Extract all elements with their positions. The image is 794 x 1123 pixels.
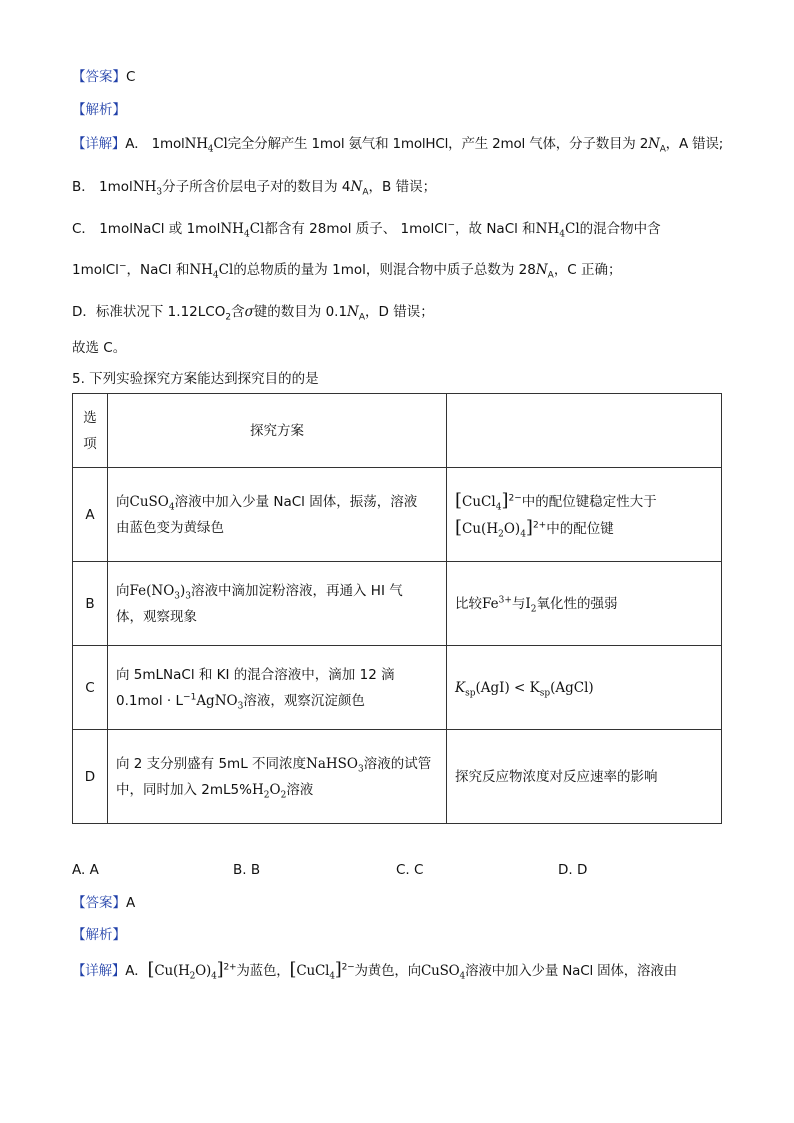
choice-d[interactable]: D. D bbox=[558, 862, 588, 878]
table-row bbox=[73, 468, 722, 562]
q5-answer-line bbox=[72, 893, 135, 913]
sigma-symbol: σ bbox=[244, 304, 254, 320]
row-goal: 比较$Fe^{3+}$与$I_2$氧化性的强弱 bbox=[447, 562, 722, 646]
row-goal: $K_{sp}(AgI)$ < $K_{sp}(AgCl)$ bbox=[447, 646, 722, 730]
table-row bbox=[73, 562, 722, 646]
analysis-tag: 【解析】 bbox=[72, 927, 126, 943]
q4-analysis-line bbox=[72, 100, 126, 120]
row-goal: 探究反应物浓度对反应速率的影响 bbox=[447, 730, 722, 824]
experiment-table bbox=[72, 393, 722, 824]
row-goal: [CuCl$_4$]$^{2-}$中的配位键稳定性大于 $[Cu(H_2O)_4]^{2+}$中的配位键 bbox=[447, 468, 722, 562]
detail-tag: 【详解】 bbox=[72, 136, 126, 152]
row-plan: 向 5mLNaCl 和 KI 的混合溶液中，滴加 12 滴 $0.1mol \cdot L^{-1}AgNO_3$溶液，观察沉淀颜色 bbox=[108, 646, 447, 730]
row-plan: 向$Fe(NO_3)_3$溶液中滴加淀粉溶液，再通入 HI 气 体，观察现象 bbox=[108, 562, 447, 646]
detail-tag: 【详解】 bbox=[72, 963, 126, 979]
table-header-row bbox=[73, 394, 722, 468]
q4-answer-line bbox=[72, 67, 135, 87]
q4-detail-c1: C． 1molNaCl 或 1molNH$_4$Cl都含有 28mol 质子、 1molCl−，故 NaCl 和$NH_4Cl$的混合物中含 bbox=[72, 220, 661, 240]
q5-stem: 5. 下列实验探究方案能达到探究目的的是 bbox=[72, 371, 319, 387]
header-plan: 探究方案 bbox=[108, 394, 447, 468]
q4-detail-a: 【详解】A． 1molNH$_4$Cl完全分解产生 1mol 氨气和 1molHCl，产生 2mol 气体，分子数目为 $2N_A$，A 错误; bbox=[72, 136, 724, 155]
row-option: D bbox=[73, 730, 108, 824]
header-goal bbox=[447, 394, 722, 468]
row-option: C bbox=[73, 646, 108, 730]
q4-detail-d: D．标准状况下 $1.12LCO_2$含σ键的数目为 $0.1N_A$，D 错误； bbox=[72, 304, 434, 323]
answer-tag: 【答案】 bbox=[72, 69, 126, 85]
choice-b[interactable]: B. B bbox=[233, 862, 261, 878]
q4-detail-c2: 1molCl−，NaCl 和$NH_4Cl$的总物质的量为 1mol，则混合物中质子总数为 $28N_A$，C 正确； bbox=[72, 261, 622, 281]
q5-detail-a: 【详解】A．$[Cu(H_2O)_4]^{2+}$为蓝色，[CuCl$_4$]$^{2-}$为黄色，向CuSO$_4$溶液中加入少量 NaCl 固体，溶液由 bbox=[72, 959, 677, 982]
header-option: 选 项 bbox=[73, 394, 108, 468]
answer-value: C bbox=[126, 69, 136, 85]
analysis-tag: 【解析】 bbox=[72, 102, 126, 118]
formula-nh4cl: $NH_4Cl$ bbox=[184, 136, 228, 155]
row-option: A bbox=[73, 468, 108, 562]
row-plan: 向CuSO$_4$溶液中加入少量 NaCl 固体，振荡，溶液 由蓝色变为黄绿色 bbox=[108, 468, 447, 562]
answer-tag: 【答案】 bbox=[72, 895, 126, 911]
table-row bbox=[73, 646, 722, 730]
choice-c[interactable]: C. C bbox=[396, 862, 424, 878]
choice-a[interactable]: A. A bbox=[72, 862, 99, 878]
row-option: B bbox=[73, 562, 108, 646]
row-plan: 向 2 支分别盛有 5mL 不同浓度NaHSO$_3$溶液的试管 中，同时加入 $2mL5\%H_2O_2$溶液 bbox=[108, 730, 447, 824]
q4-conclusion: 故选 C。 bbox=[72, 340, 127, 356]
q4-detail-b: B． 1molNH$_3$分子所含价层电子对的数目为 $4N_A$，B 错误； bbox=[72, 179, 437, 198]
answer-value: A bbox=[126, 895, 136, 911]
table-row bbox=[73, 730, 722, 824]
q5-analysis-line bbox=[72, 925, 126, 945]
formula-nh3: $NH_3$ bbox=[132, 179, 163, 198]
